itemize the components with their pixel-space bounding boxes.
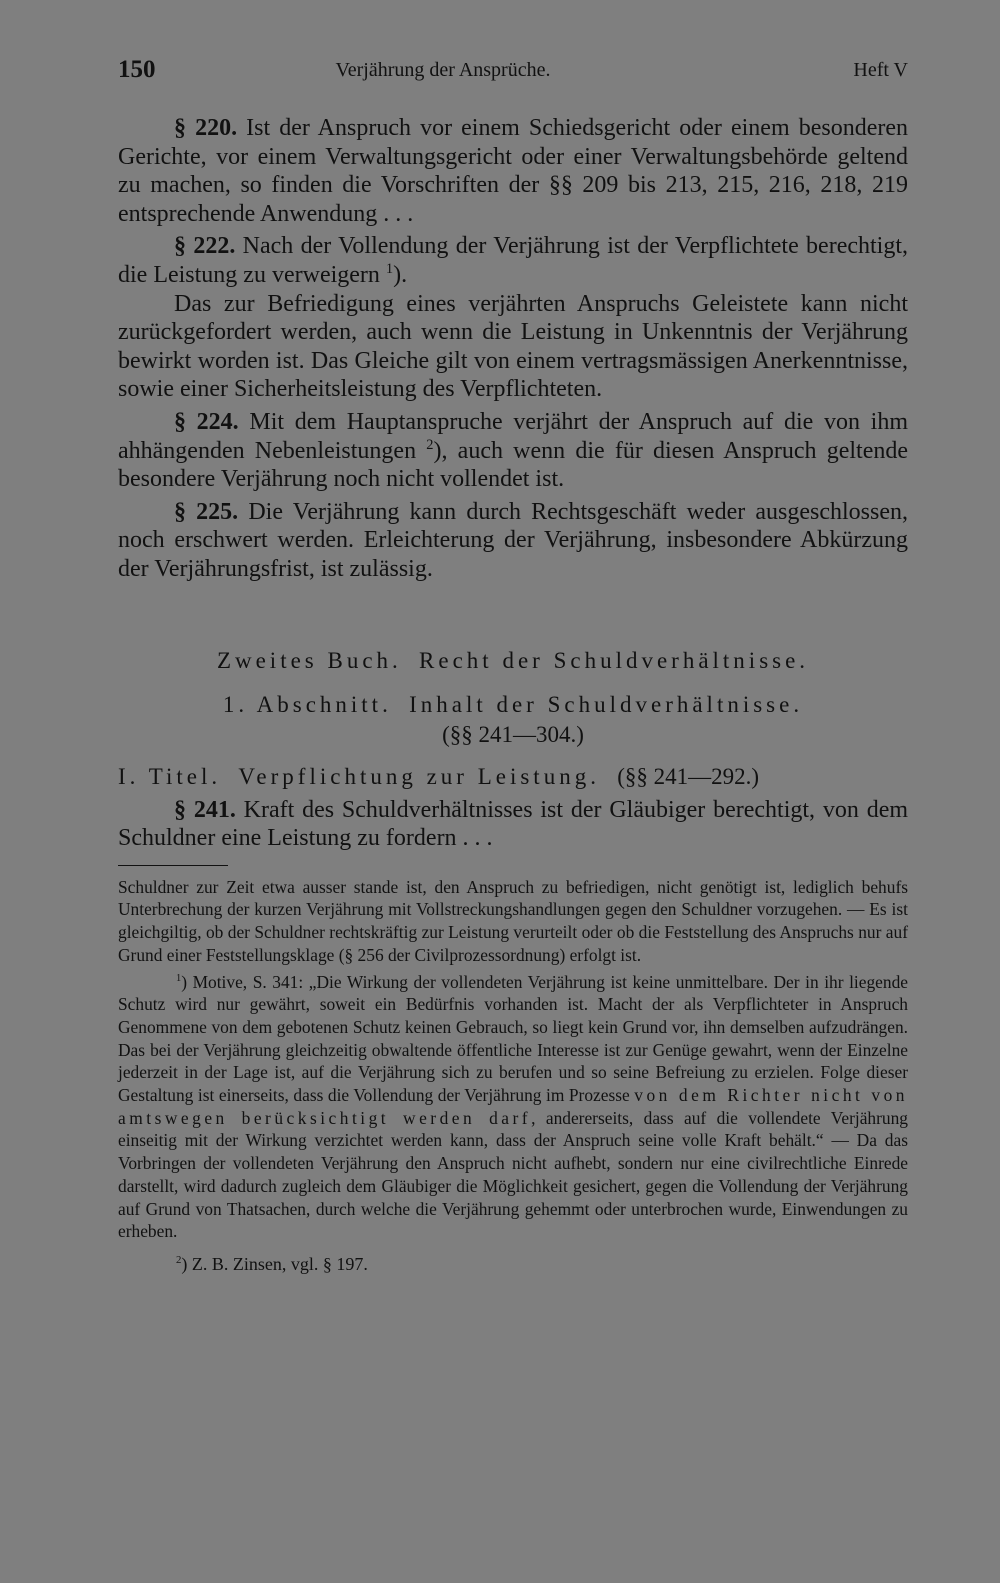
paragraph-225	[118, 498, 908, 584]
paragraph-241	[118, 796, 908, 853]
section-label: 1. Abschnitt.	[222, 691, 392, 717]
main-text	[118, 114, 908, 1276]
footnote-text: ) Motive, S. 341: „Die Wirkung der vollendeten Verjährung ist keine unmittelbare. Der in ihr liegende Schutz wird nur gewährt, soweit ein Bedürfnis vorhanden ist. Macht der als Verpflichteter in Anspruch Genommene von dem gebotenen Schutz keinen Gebrauch, so liegt kein Grund vor, ihn demselben aufzudrängen. Das bei der Verjährung gleichzeitig obwaltende öffentliche Interesse ist zur Genüge gewahrt, wenn der Einzelne jederzeit in der Lage ist, auf die Verjährung sich zu berufen und so seine Befreiung zu erzielen. Folge dieser Gestaltung ist einerseits, dass die Vollendung der Verjährung im Prozesse	[118, 971, 908, 1106]
running-title: Verjährung der Ansprüche.	[335, 59, 551, 81]
section-mark: § 222.	[174, 233, 236, 260]
footnote-text: ) Z. B. Zinsen, vgl. § 197.	[181, 1253, 368, 1274]
footnote-ref: 2	[426, 436, 434, 453]
paragraph-text-end: ).	[393, 261, 408, 288]
footnote-2	[118, 1253, 908, 1276]
section-mark: § 224.	[174, 408, 239, 435]
section-mark: § 220.	[174, 115, 238, 141]
paragraph-text: Ist der Anspruch vor einem Schiedsgericht oder einem besonderen Gerichte, vor einem Verwaltungsgericht oder einer Verwaltungsbehörde geltend zu machen, so finden die Vorschriften der §§ 209 bis 213, 215, 216, 218, 219 entsprechende Anwendung . . .	[118, 115, 909, 227]
paragraph-224	[118, 408, 908, 494]
title-heading	[118, 762, 908, 792]
page-header	[118, 56, 908, 90]
footnote-text-end: , andererseits, dass auf die vollendete Verjährung einseitig mit der Wirkung verzichtet werden kann, dass der Anspruch seine volle Kraft behält.“ — Da das Vorbringen der vollendeten Verjährung den Anspruch nicht aufhebt, sondern nur eine civilrechtliche Einrede darstellt, wird dadurch zugleich dem Gläubiger die Möglichkeit gesichert, gegen die Vollendung der Verjährung auf Grund von Thatsachen, durch welche die Verjährung gehemmt oder unterbrochen wurde, Einwendungen zu erheben.	[118, 1107, 908, 1242]
book-title: Recht der Schuldverhältnisse.	[419, 647, 810, 673]
section-range: (§§ 241—304.)	[442, 721, 584, 747]
section-mark: § 241.	[174, 796, 236, 823]
footnote-spaced-text: von dem Richter nicht von amtswegen berücksichtigt werden darf	[118, 1085, 908, 1128]
section-heading	[118, 690, 908, 720]
book-label: Zweites Buch.	[216, 647, 402, 673]
footnote-marker: 2	[176, 1253, 182, 1266]
paragraph-text: Mit dem Hauptanspruche verjährt der Anspruch auf die von ihm ahhängenden Nebenleistungen	[118, 408, 909, 464]
footnote-divider	[118, 865, 228, 866]
paragraph-text: Nach der Vollendung der Verjährung ist der Verpflichtete berechtigt, die Leistung zu verweigern	[118, 233, 909, 288]
footnote-marker: 1	[176, 972, 182, 984]
section-range-line	[118, 720, 908, 750]
paragraph-222	[118, 232, 908, 289]
heft-label: Heft V	[853, 59, 908, 81]
paragraph-text-end: ), auch wenn die für diesen Anspruch geltende besondere Verjährung noch nicht vollendet ist.	[118, 437, 908, 493]
paragraph-220	[118, 114, 908, 228]
footnote-1	[118, 971, 908, 1243]
paragraph-text: Kraft des Schuldverhältnisses ist der Gläubiger berechtigt, von dem Schuldner eine Leistung zu fordern . . .	[118, 796, 909, 852]
page-number: 150	[118, 56, 156, 83]
footnote-continued: Schuldner zur Zeit etwa ausser stande ist, den Anspruch zu befriedigen, nicht genötigt ist, lediglich behufs Unterbrechung der kurzen Verjährung mit Vollstreckungshandlungen gegen den Schuldner vorzugehen. — Es ist gleichgiltig, ob der Schuldner rechtskräftig zur Leistung verurteilt oder ob die Feststellung des Anspruchs nur auf Grund einer Feststellungsklage (§ 256 der Civilprozessordnung) erfolgt ist.	[118, 876, 908, 965]
paragraph-222-continued: Das zur Befriedigung eines verjährten Anspruchs Geleistete kann nicht zurückgefordert werden, auch wenn die Leistung in Unkenntnis der Verjährung bewirkt worden ist. Das Gleiche gilt von einem vertragsmässigen Anerkenntnisse, sowie einer Sicherheitsleistung des Verpflichteten.	[118, 290, 908, 403]
book-heading	[118, 646, 908, 676]
section-mark: § 225.	[174, 498, 239, 525]
paragraph-text: Die Verjährung kann durch Rechtsgeschäft weder ausgeschlossen, noch erschwert werden. Erleichterung der Verjährung, insbesondere Abkürzung der Verjährungsfrist, ist zulässig.	[118, 498, 909, 582]
footnote-ref: 1	[385, 260, 394, 277]
section-title: Inhalt der Schuldverhältnisse.	[409, 691, 804, 717]
title-label: I. Titel.	[118, 763, 222, 789]
title-title: Verpflichtung zur Leistung.	[238, 763, 600, 789]
book-page	[118, 0, 908, 1583]
title-range: (§§ 241—292.)	[617, 763, 760, 789]
